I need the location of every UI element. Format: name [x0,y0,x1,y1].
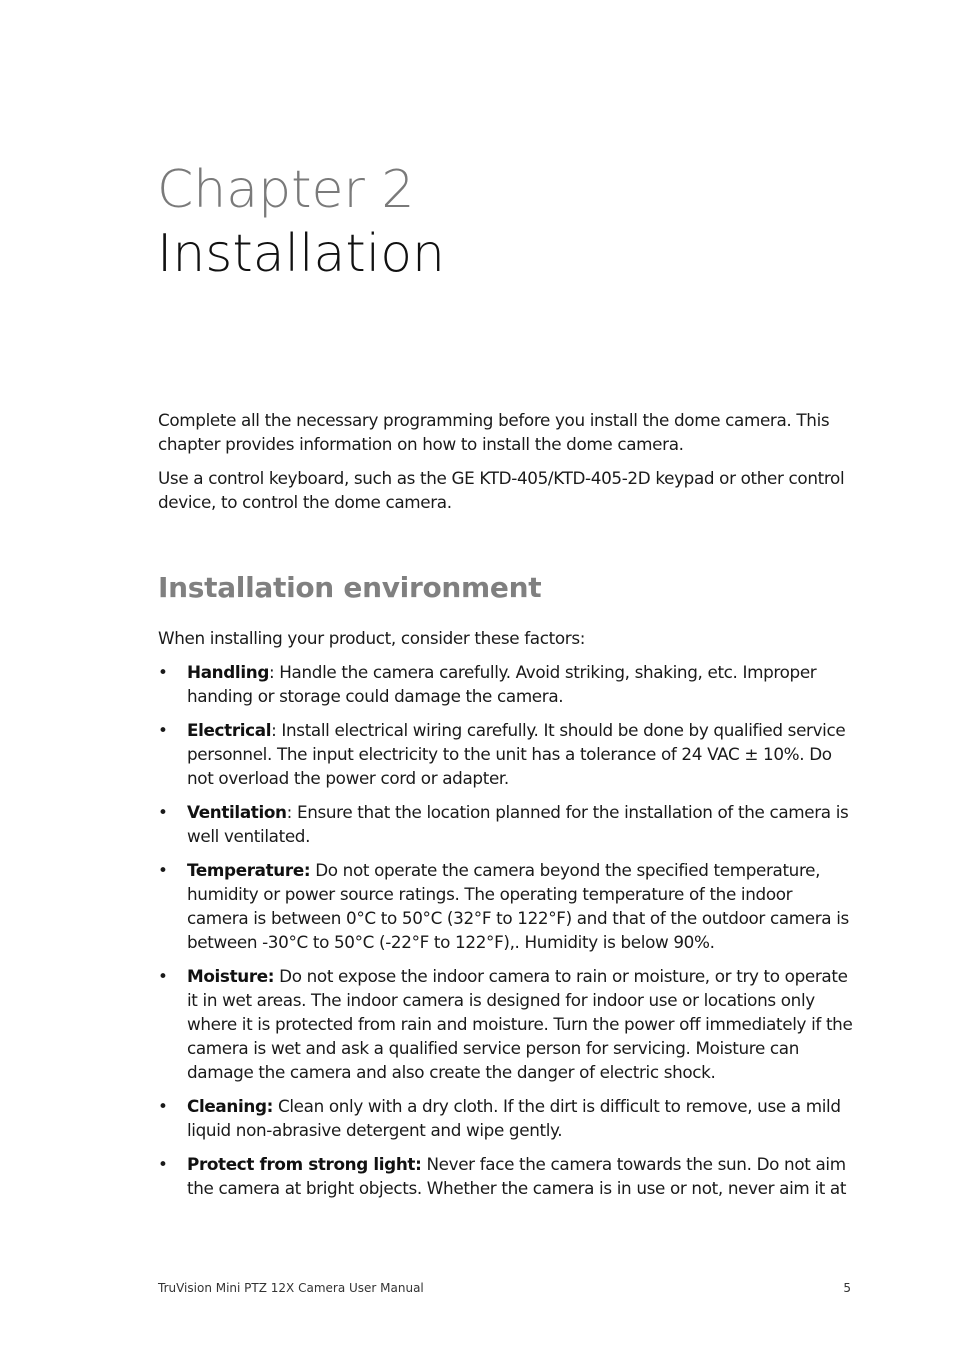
bullet-icon: • [158,802,168,822]
bullet-icon: • [158,966,168,986]
factors-list [158,660,858,1200]
list-item [158,1094,858,1142]
item-term: Handling [187,662,269,682]
item-text: : Handle the camera carefully. Avoid striking, shaking, etc. Improper handing or storage could damage the camera. [187,662,817,706]
item-term: Temperature: [187,860,311,880]
list-item [158,1152,858,1200]
footer-manual-title: TruVision Mini PTZ 12X Camera User Manual [158,1281,424,1295]
item-text: : Ensure that the location planned for the installation of the camera is well ventilated. [187,802,849,846]
list-item [158,718,858,790]
bullet-icon: • [158,720,168,740]
list-item [158,858,858,954]
list-item [158,800,858,848]
bullet-icon: • [158,1154,168,1174]
chapter-title: Installation [157,224,446,284]
footer-page-number: 5 [843,1281,851,1295]
item-term: Cleaning: [187,1096,273,1116]
item-term: Protect from strong light: [187,1154,422,1174]
item-text: Do not expose the indoor camera to rain or moisture, or try to operate it in wet areas. The indoor camera is designed for indoor use or locations only where it is protected from rain and moisture. Turn the power off immediately if the camera is wet and ask a qualified service person for servicing. Moisture can damage the camera and also create the danger of electric shock. [187,966,853,1082]
section-lead: When installing your product, consider these factors: [158,628,586,648]
intro-section [158,408,858,524]
list-item [158,660,858,708]
bullet-icon: • [158,1096,168,1116]
bullet-icon: • [158,662,168,682]
section-heading: Installation environment [158,571,542,604]
item-text: Do not operate the camera beyond the specified temperature, humidity or power source ratings. The operating temperature of the indoor camera is between 0°C to 50°C (32°F to 122°F) and that of the outdoor camera is between -30°C to 50°C (-22°F to 122°F),. Humidity is below 90%. [187,860,849,952]
item-text: : Install electrical wiring carefully. It should be done by qualified service personnel. The input electricity to the unit has a tolerance of 24 VAC ± 10%. Do not overload the power cord or adapter. [187,720,846,788]
factors-section [158,626,858,1210]
item-text: Never face the camera towards the sun. Do not aim the camera at bright objects. Whether the camera is in use or not, never aim it at [187,1154,847,1198]
list-item [158,964,858,1084]
item-term: Moisture: [187,966,275,986]
item-term: Ventilation [187,802,287,822]
chapter-number: Chapter 2 [157,160,415,220]
item-term: Electrical [187,720,272,740]
intro-paragraph: Use a control keyboard, such as the GE KTD-405/KTD-405-2D keypad or other control device, to control the dome camera. [158,468,845,512]
item-text: Clean only with a dry cloth. If the dirt is difficult to remove, use a mild liquid non-abrasive detergent and wipe gently. [187,1096,841,1140]
bullet-icon: • [158,860,168,880]
intro-paragraph: Complete all the necessary programming before you install the dome camera. This chapter provides information on how to install the dome camera. [158,410,830,454]
